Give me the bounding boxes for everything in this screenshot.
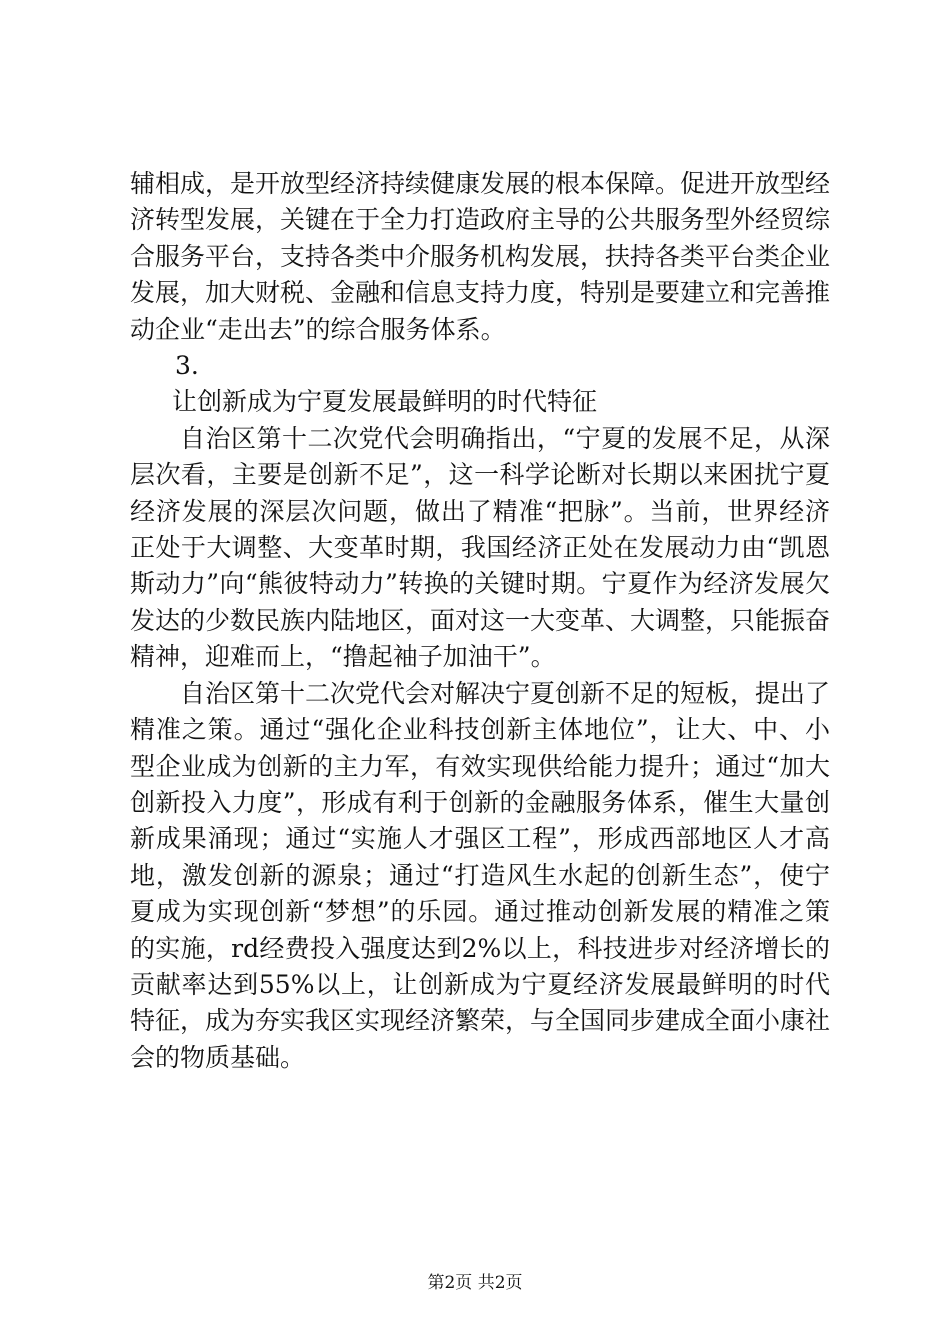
- section-number: 3.: [175, 351, 199, 381]
- paragraph-innovation-policy: 自治区第十二次党代会对解决宁夏创新不足的短板，提出了精准之策。通过“强化企业科技创新主体地位”，让大、中、小型企业成为创新的主力军，有效实现供给能力提升；通过“加大创新投入力度”，形成有利于创新的金融服务体系，催生大量创新成果涌现；通过“实施人才强区工程”，形成西部地区人才高地，激发创新的源泉；通过“打造风生水起的创新生态”，使宁夏成为实现创新“梦想”的乐园。通过推动创新发展的精准之策的实施，rd经费投入强度达到2%以上，科技进步对经济增长的贡献率达到55%以上，让创新成为宁夏经济发展最鲜明的时代特征，成为夯实我区实现经济繁荣，与全国同步建成全面小康社会的物质基础。: [130, 678, 831, 1072]
- page-number: 第2页 共2页: [427, 1273, 523, 1293]
- paragraph-innovation-intro: 自治区第十二次党代会明确指出，“宁夏的发展不足，从深层次看，主要是创新不足”，这一科学论断对长期以来困扰宁夏经济发展的深层次问题，做出了精准“把脉”。当前，世界经济正处于大调整、大变革时期，我国经济正处在发展动力由“凯恩斯动力”向“熊彼特动力”转换的关键时期。宁夏作为经济发展欠发达的少数民族内陆地区，面对这一大变革、大调整，只能振奋精神，迎难而上，“撸起袖子加油干”。: [130, 423, 831, 672]
- document-body: [130, 166, 830, 1076]
- section-heading: 让创新成为宁夏发展最鲜明的时代特征: [172, 387, 598, 417]
- paragraph-continuation: 辅相成，是开放型经济持续健康发展的根本保障。促进开放型经济转型发展，关键在于全力打造政府主导的公共服务型外经贸综合服务平台，支持各类中介服务机构发展，扶持各类平台类企业发展，加大财税、金融和信息支持力度，特别是要建立和完善推动企业“走出去”的综合服务体系。: [130, 169, 831, 344]
